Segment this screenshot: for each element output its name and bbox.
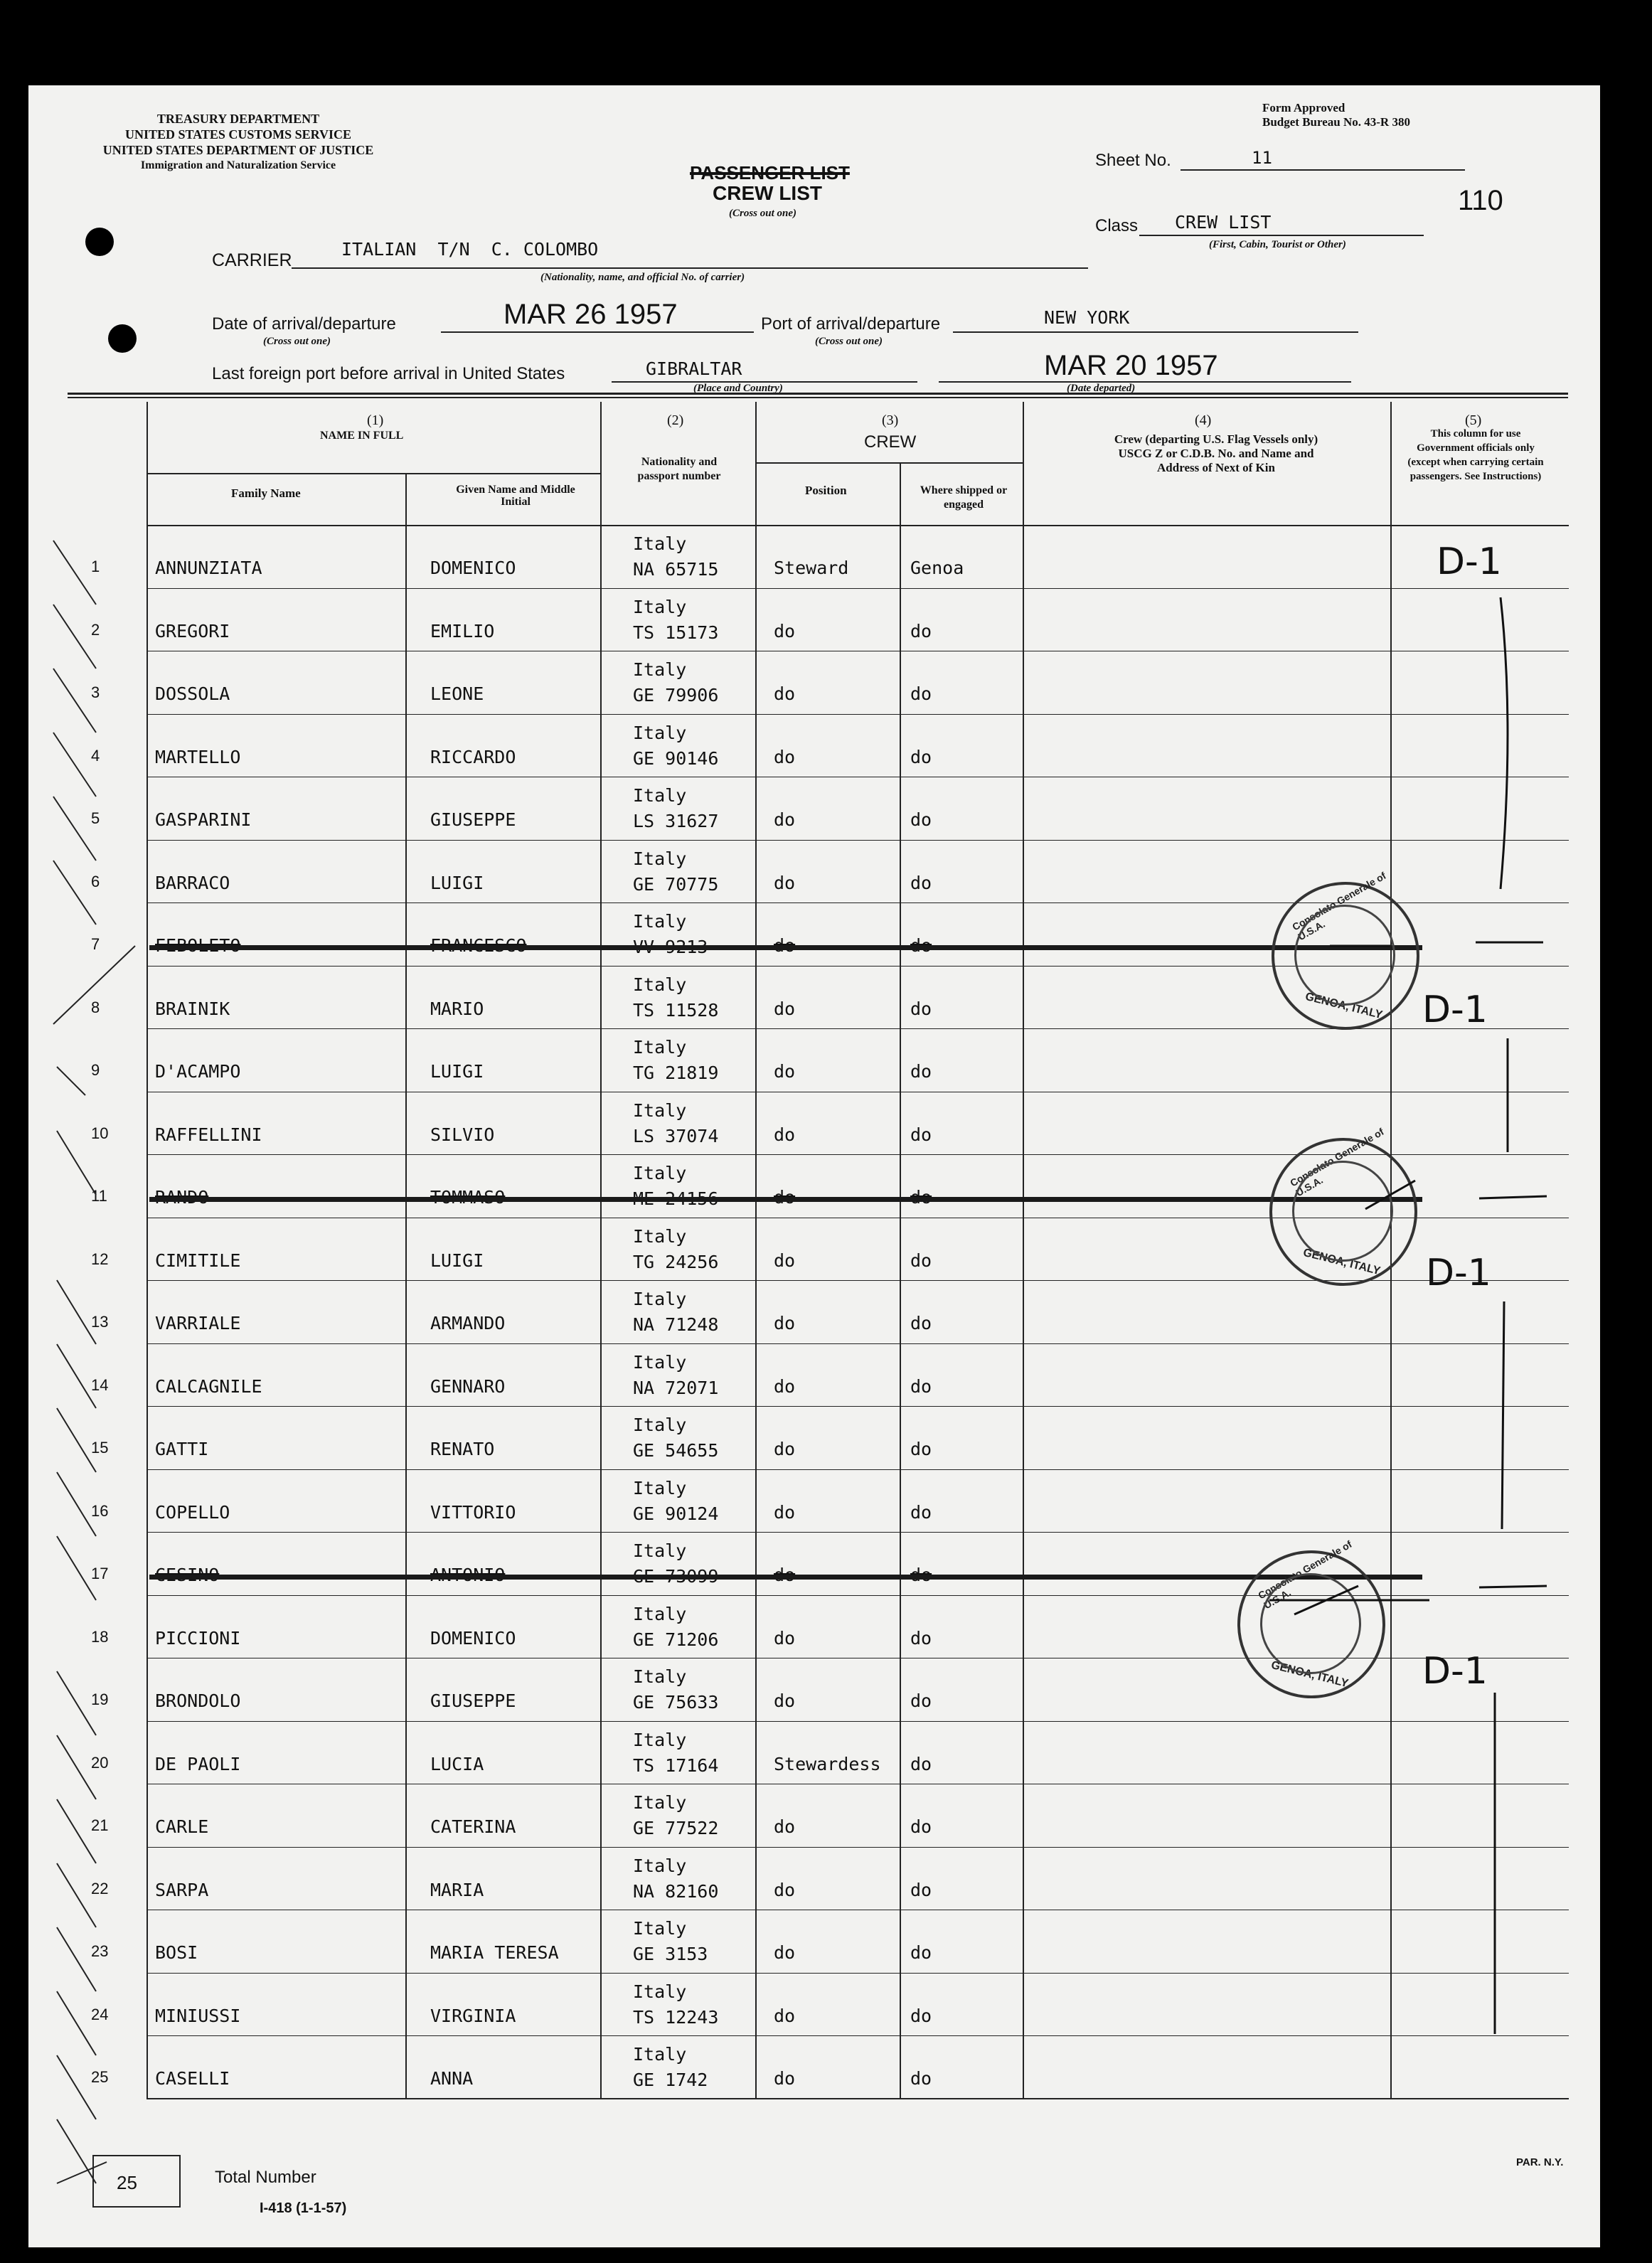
cell-family: GREGORI [155,620,230,641]
port-label: Port of arrival/departure [761,314,941,334]
cell-where: do [910,1250,932,1271]
cell-nationality: Italy [633,1918,687,1939]
row-number: 6 [91,872,100,890]
row-number: 20 [91,1753,109,1772]
agency-line: UNITED STATES CUSTOMS SERVICE [125,127,351,142]
cell-where: do [910,1816,932,1837]
row-number: 13 [91,1313,109,1331]
cell-nationality: Italy [633,848,687,869]
row-number: 4 [91,746,100,765]
cell-position: do [774,2068,796,2089]
cell-passport: LS 31627 [633,811,719,831]
cell-family: GASPARINI [155,809,252,830]
agency-line: UNITED STATES DEPARTMENT OF JUSTICE [102,143,374,157]
cell-passport: GE 90146 [633,747,719,769]
total-value: 25 [117,2172,137,2193]
cell-nationality: Italy [633,1225,687,1247]
carrier-note: (Nationality, name, and official No. of carrier) [540,272,745,283]
cell-where: do [910,1375,932,1397]
cell-passport: GE 71206 [633,1629,719,1650]
cell-position: Steward [774,558,849,578]
row-number: 10 [91,1124,109,1142]
last-port-note: (Place and Country) [693,383,783,394]
cell-where: do [910,809,932,830]
document-page [28,85,1600,2247]
row-number: 23 [91,1942,109,1960]
arrival-note: (Cross out one) [263,336,331,347]
cell-nationality: Italy [633,1540,687,1561]
cell-given: GENNARO [430,1375,506,1397]
carrier-value: ITALIAN T/N C. COLOMBO [341,239,599,260]
cell-where: do [910,2005,932,2026]
cell-where: do [910,2068,932,2089]
cell-family: DOSSOLA [155,683,230,704]
handwritten-mark: D-1 [1422,989,1488,1031]
where-header: Where shipped or engaged [920,484,1008,511]
cell-family: BOSI [155,1942,198,1963]
stamp-text: Consolato Generale of U.S.A. [1290,869,1388,943]
row-number: 1 [91,558,100,575]
cell-family: RAFFELLINI [155,1124,262,1145]
cell-given: LUIGI [430,1250,484,1271]
budget-bureau: Budget Bureau No. 43-R 380 [1262,115,1410,129]
title-note: (Cross out one) [729,208,797,219]
col5-title: This column for use Government officials only (except when carrying certain passengers. See Instructions) [1407,428,1544,482]
cell-given: DOMENICO [430,558,516,578]
cell-position: do [774,1250,796,1271]
cell-passport: NA 72071 [633,1377,719,1398]
cell-given: RICCARDO [430,746,516,767]
cell-passport: NA 82160 [633,1880,719,1902]
cell-nationality: Italy [633,1855,687,1876]
cell-nationality: Italy [633,1603,687,1624]
cell-position: do [774,683,796,704]
row-number: 25 [91,2068,109,2086]
row-number: 21 [91,1816,109,1834]
cell-family: CIMITILE [155,1250,241,1271]
row-number: 9 [91,1061,100,1079]
row-number: 19 [91,1690,109,1708]
cell-position: do [774,809,796,830]
cell-where: do [910,1690,932,1711]
cell-passport: GE 3153 [633,1944,708,1964]
cell-position: do [774,1313,796,1333]
cell-position: do [774,1627,796,1649]
cell-position: do [774,1816,796,1837]
stamp-text: Consolato Generale of U.S.A. [1288,1125,1386,1199]
cell-passport: TS 17164 [633,1755,719,1776]
col2-num: (2) [667,412,684,428]
row-number: 12 [91,1250,109,1268]
row-number: 17 [91,1565,109,1582]
cell-family: BRAINIK [155,998,230,1019]
cell-where: do [910,998,932,1019]
cell-given: MARIA TERESA [430,1942,559,1963]
cell-position: do [774,1439,796,1459]
cell-family: MINIUSSI [155,2005,241,2026]
cell-position: do [774,620,796,641]
cell-given: LUCIA [430,1753,484,1774]
handwritten-brackets [28,85,1600,2247]
arrival-value: MAR 26 1957 [503,299,678,330]
cell-where: do [910,1313,932,1333]
cell-given: VIRGINIA [430,2005,516,2026]
cell-family: COPELLO [155,1501,230,1523]
printer-mark: PAR. N.Y. [1516,2156,1564,2168]
departed-value: MAR 20 1957 [1044,350,1218,381]
col1-num: (1) [367,412,384,428]
cell-position: do [774,1690,796,1711]
col4-title: Crew (departing U.S. Flag Vessels only) USCG Z or C.D.B. No. and Name and Address of Next of Kin [1114,432,1318,474]
cell-passport: GE 90124 [633,1503,719,1524]
cell-position: Stewardess [774,1753,881,1774]
cell-position: do [774,2005,796,2026]
sheet-label: Sheet No. [1095,151,1171,170]
form-approved: Form Approved [1262,101,1345,115]
page-number: 110 [1458,185,1503,216]
cell-given: SILVIO [430,1124,495,1145]
cell-nationality: Italy [633,1981,687,2002]
departed-note: (Date departed) [1067,383,1136,394]
family-header: Family Name [231,486,301,500]
sheet-value: 11 [1252,148,1272,168]
row-number: 3 [91,683,100,701]
cell-nationality: Italy [633,1099,687,1121]
cell-nationality: Italy [633,1792,687,1813]
cell-given: LEONE [430,683,484,704]
cell-family: SARPA [155,1879,209,1900]
cell-where: do [910,1124,932,1145]
cell-passport: GE 54655 [633,1440,719,1461]
stamp-text: GENOA, ITALY [1269,1658,1350,1690]
cell-position: do [774,1942,796,1963]
cell-family: CALCAGNILE [155,1375,262,1397]
col4-num: (4) [1195,412,1212,428]
cell-passport: LS 37074 [633,1125,719,1146]
cell-given: CATERINA [430,1816,516,1837]
form-id: I-418 (1-1-57) [260,2200,347,2216]
col5-num: (5) [1465,412,1482,428]
row-number: 8 [91,998,100,1016]
row-number: 14 [91,1375,109,1394]
cell-given: LUIGI [430,872,484,893]
cell-nationality: Italy [633,659,687,680]
cell-family: PICCIONI [155,1627,241,1649]
cell-passport: TG 24256 [633,1251,719,1272]
cell-family: BARRACO [155,872,230,893]
carrier-label: CARRIER [212,250,292,270]
class-value: CREW LIST [1175,212,1272,233]
class-note: (First, Cabin, Tourist or Other) [1209,239,1346,250]
cell-nationality: Italy [633,1037,687,1058]
cell-where: do [910,1061,932,1082]
cell-given: EMILIO [430,620,495,641]
cell-where: do [910,620,932,641]
col2-title: Nationality and passport number [637,456,721,482]
cell-family: BRONDOLO [155,1690,241,1711]
cell-position: do [774,1124,796,1145]
cell-passport: GE 77522 [633,1818,719,1838]
cell-family: GATTI [155,1439,209,1459]
col3-num: (3) [882,412,899,428]
cell-position: do [774,998,796,1019]
handwritten-mark: D-1 [1426,1252,1491,1294]
col1-title: NAME IN FULL [320,430,404,442]
cell-nationality: Italy [633,1415,687,1435]
cell-where: do [910,872,932,893]
cell-nationality: Italy [633,1163,687,1183]
cell-nationality: Italy [633,2044,687,2065]
cell-where: do [910,1627,932,1649]
cell-where: Genoa [910,558,964,578]
handwritten-mark: D-1 [1437,541,1502,583]
port-note: (Cross out one) [815,336,883,347]
handwritten-mark: D-1 [1422,1650,1488,1693]
row-number: 11 [91,1187,107,1205]
cell-nationality: Italy [633,596,687,617]
col3-title: CREW [864,432,917,452]
cell-given: RENATO [430,1439,495,1459]
cell-given: DOMENICO [430,1627,516,1649]
arrival-label: Date of arrival/departure [212,314,396,334]
cell-given: ARMANDO [430,1313,506,1333]
agency-line: Immigration and Naturalization Service [140,159,336,171]
row-number: 16 [91,1501,109,1520]
cell-passport: GE 75633 [633,1692,719,1713]
cell-family: DE PAOLI [155,1753,241,1774]
cell-position: do [774,1375,796,1397]
cell-given: MARIA [430,1879,484,1900]
cell-passport: NA 71248 [633,1314,719,1335]
cell-family: ANNUNZIATA [155,558,262,578]
row-number: 18 [91,1627,109,1646]
port-value: NEW YORK [1044,307,1130,328]
title-struck: PASSENGER LIST [690,162,850,183]
cell-nationality: Italy [633,1729,687,1750]
row-number: 15 [91,1439,109,1457]
total-label: Total Number [215,2168,316,2187]
page-title: CREW LIST [713,182,822,204]
last-port-value: GIBRALTAR [646,358,742,379]
row-number: 7 [91,935,100,953]
position-header: Position [805,484,847,497]
cell-nationality: Italy [633,911,687,932]
cell-nationality: Italy [633,1351,687,1373]
cell-passport: TS 15173 [633,622,719,643]
stamp-text: Consolato Generale of U.S.A. [1256,1538,1354,1612]
row-number: 2 [91,620,100,639]
row-number: 5 [91,809,100,827]
cell-passport: GE 79906 [633,685,719,705]
cell-nationality: Italy [633,722,687,743]
cell-family: MARTELLO [155,746,241,767]
cell-where: do [910,1879,932,1900]
cell-given: ANNA [430,2068,474,2089]
cell-where: do [910,746,932,767]
cell-nationality: Italy [633,1666,687,1687]
cell-position: do [774,1501,796,1523]
cell-family: CASELLI [155,2068,230,2089]
cell-given: GIUSEPPE [430,1690,516,1711]
cell-passport: NA 65715 [633,559,719,580]
stamp-text: GENOA, ITALY [1301,1246,1382,1278]
agency-line: TREASURY DEPARTMENT [156,112,320,126]
class-label: Class [1095,216,1139,235]
cell-family: VARRIALE [155,1313,241,1333]
cell-family: D'ACAMPO [155,1061,241,1082]
row-number: 22 [91,1879,109,1897]
cell-where: do [910,1501,932,1523]
cell-position: do [774,746,796,767]
cell-nationality: Italy [633,1477,687,1498]
cell-given: GIUSEPPE [430,809,516,830]
cell-passport: TS 11528 [633,999,719,1021]
given-header: Given Name and Middle Initial [456,484,575,508]
cell-passport: GE 70775 [633,873,719,895]
cell-passport: GE 1742 [633,2070,708,2090]
cell-where: do [910,1439,932,1459]
cell-passport: TG 21819 [633,1063,719,1083]
cell-given: MARIO [430,998,484,1019]
row-number: 24 [91,2005,109,2023]
cell-nationality: Italy [633,533,687,554]
cell-passport: TS 12243 [633,2006,719,2028]
cell-family: CARLE [155,1816,209,1837]
cell-given: LUIGI [430,1061,484,1082]
last-port-label: Last foreign port before arrival in United States [212,364,565,383]
cell-position: do [774,1061,796,1082]
stamp-text: GENOA, ITALY [1304,990,1384,1022]
cell-nationality: Italy [633,974,687,995]
cell-nationality: Italy [633,1289,687,1309]
cell-where: do [910,683,932,704]
cell-position: do [774,1879,796,1900]
cell-where: do [910,1753,932,1774]
cell-given: VITTORIO [430,1501,516,1523]
cell-position: do [774,872,796,893]
cell-where: do [910,1942,932,1963]
cell-nationality: Italy [633,785,687,806]
